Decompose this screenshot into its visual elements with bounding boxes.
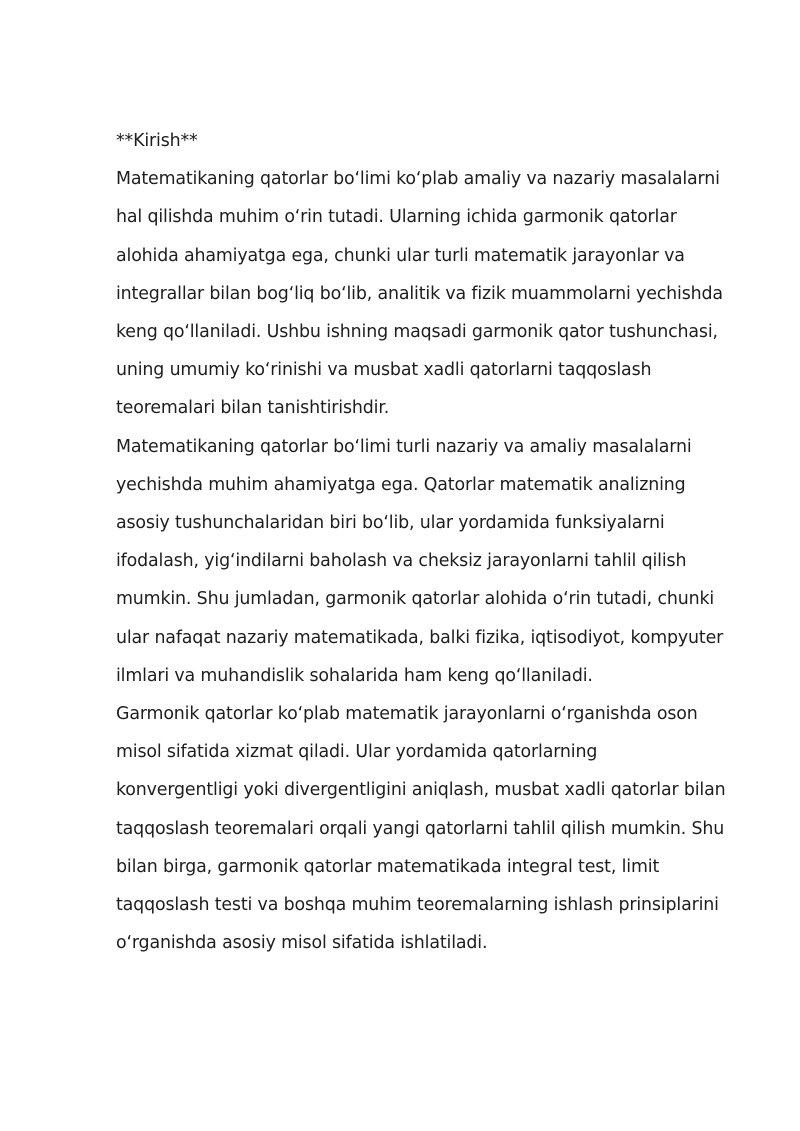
paragraph-line: Matematikaning qatorlar bo‘limi turli nazariy va amaliy masalalarni <box>116 436 692 457</box>
paragraph-1 <box>116 160 756 427</box>
paragraph-line: bilan birga, garmonik qatorlar matematikada integral test, limit <box>116 856 660 877</box>
paragraph-line: misol sifatida xizmat qiladi. Ular yordamida qatorlarning <box>116 742 598 763</box>
paragraph-line: integrallar bilan bog‘liq bo‘lib, analitik va fizik muammolarni yechishda <box>116 283 723 304</box>
paragraph-line: ular nafaqat nazariy matematikada, balki fizika, iqtisodiyot, kompyuter <box>116 627 724 648</box>
paragraph-line: hal qilishda muhim o‘rin tutadi. Ularning ichida garmonik qatorlar <box>116 207 677 228</box>
paragraph-line: taqqoslash teoremalari orqali yangi qatorlarni tahlil qilish mumkin. Shu <box>116 818 725 839</box>
paragraph-line: taqqoslash testi va boshqa muhim teoremalarning ishlash prinsiplarini <box>116 895 719 916</box>
paragraph-2 <box>116 428 756 695</box>
paragraph-line: uning umumiy ko‘rinishi va musbat xadli qatorlarni taqqoslash <box>116 360 652 381</box>
paragraph-line: o‘rganishda asosiy misol sifatida ishlatiladi. <box>116 933 488 954</box>
paragraph-3 <box>116 695 756 962</box>
paragraph-line: ilmlari va muhandislik sohalarida ham keng qo‘llaniladi. <box>116 665 593 686</box>
section-heading: **Kirish** <box>116 131 198 151</box>
paragraph-line: yechishda muhim ahamiyatga ega. Qatorlar matematik analizning <box>116 474 686 495</box>
paragraph-line: keng qo‘llaniladi. Ushbu ishning maqsadi garmonik qator tushunchasi, <box>116 322 718 343</box>
paragraph-line: konvergentligi yoki divergentligini aniqlash, musbat xadli qatorlar bilan <box>116 780 726 801</box>
document-body <box>116 122 756 962</box>
paragraph-line: ifodalash, yig‘indilarni baholash va cheksiz jarayonlarni tahlil qilish <box>116 551 687 572</box>
paragraph-line: mumkin. Shu jumladan, garmonik qatorlar alohida o‘rin tutadi, chunki <box>116 589 715 610</box>
paragraph-line: asosiy tushunchalaridan biri bo‘lib, ular yordamida funksiyalarni <box>116 513 665 534</box>
paragraph-line: teoremalari bilan tanishtirishdir. <box>116 398 390 419</box>
paragraph-line: alohida ahamiyatga ega, chunki ular turli matematik jarayonlar va <box>116 245 685 266</box>
paragraph-line: Garmonik qatorlar ko‘plab matematik jarayonlarni o‘rganishda oson <box>116 704 698 725</box>
paragraph-line: Matematikaning qatorlar bo‘limi ko‘plab amaliy va nazariy masalalarni <box>116 169 720 190</box>
